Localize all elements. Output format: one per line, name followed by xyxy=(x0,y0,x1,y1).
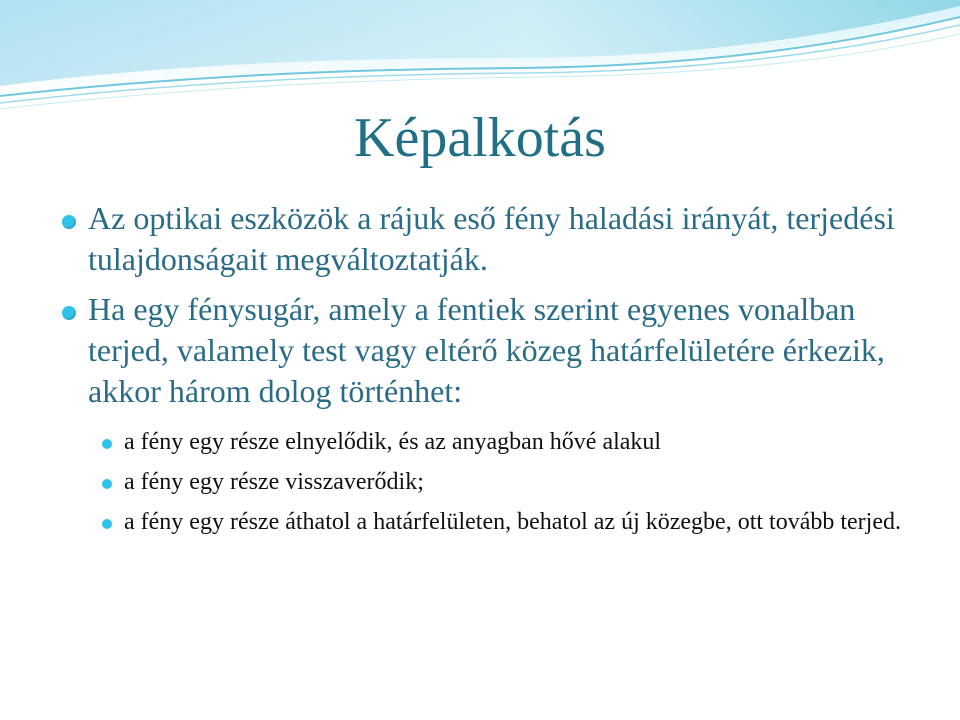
bullet-item-1 xyxy=(62,198,912,280)
slide-title-text: Képalkotás xyxy=(354,107,606,169)
sub-bullet-dot-icon xyxy=(102,519,112,529)
sub-bullet-text-3: a fény egy része áthatol a határfelületen, behatol az új közegbe, ott tovább terjed. xyxy=(124,509,901,535)
sub-bullet-text-1: a fény egy része elnyelődik, és az anyagban hővé alakul xyxy=(124,429,662,455)
sub-bullet-item-3 xyxy=(98,508,912,537)
sub-bullet-list xyxy=(98,428,912,537)
bullet-text-1: Az optikai eszközök a rájuk eső fény haladási irányát, terjedési tulajdonságait megváltoztatják. xyxy=(88,200,895,277)
sub-bullet-dot-icon xyxy=(102,479,112,489)
content-area xyxy=(62,198,912,548)
bullet-text-2: Ha egy fénysugár, amely a fentiek szerint egyenes vonalban terjed, valamely test vagy eltérő közeg határfelületére érkezik, akkor három dolog történhet: xyxy=(88,291,885,409)
bullet-item-2 xyxy=(62,289,912,412)
slide-title xyxy=(0,100,960,176)
sub-bullet-text-2: a fény egy része visszaverődik; xyxy=(124,469,424,495)
sub-bullet-item-2 xyxy=(98,468,912,497)
sub-bullet-dot-icon xyxy=(102,439,112,449)
sub-bullet-item-1 xyxy=(98,428,912,457)
bullet-dot-icon xyxy=(62,306,76,320)
bullet-dot-icon xyxy=(62,215,76,229)
